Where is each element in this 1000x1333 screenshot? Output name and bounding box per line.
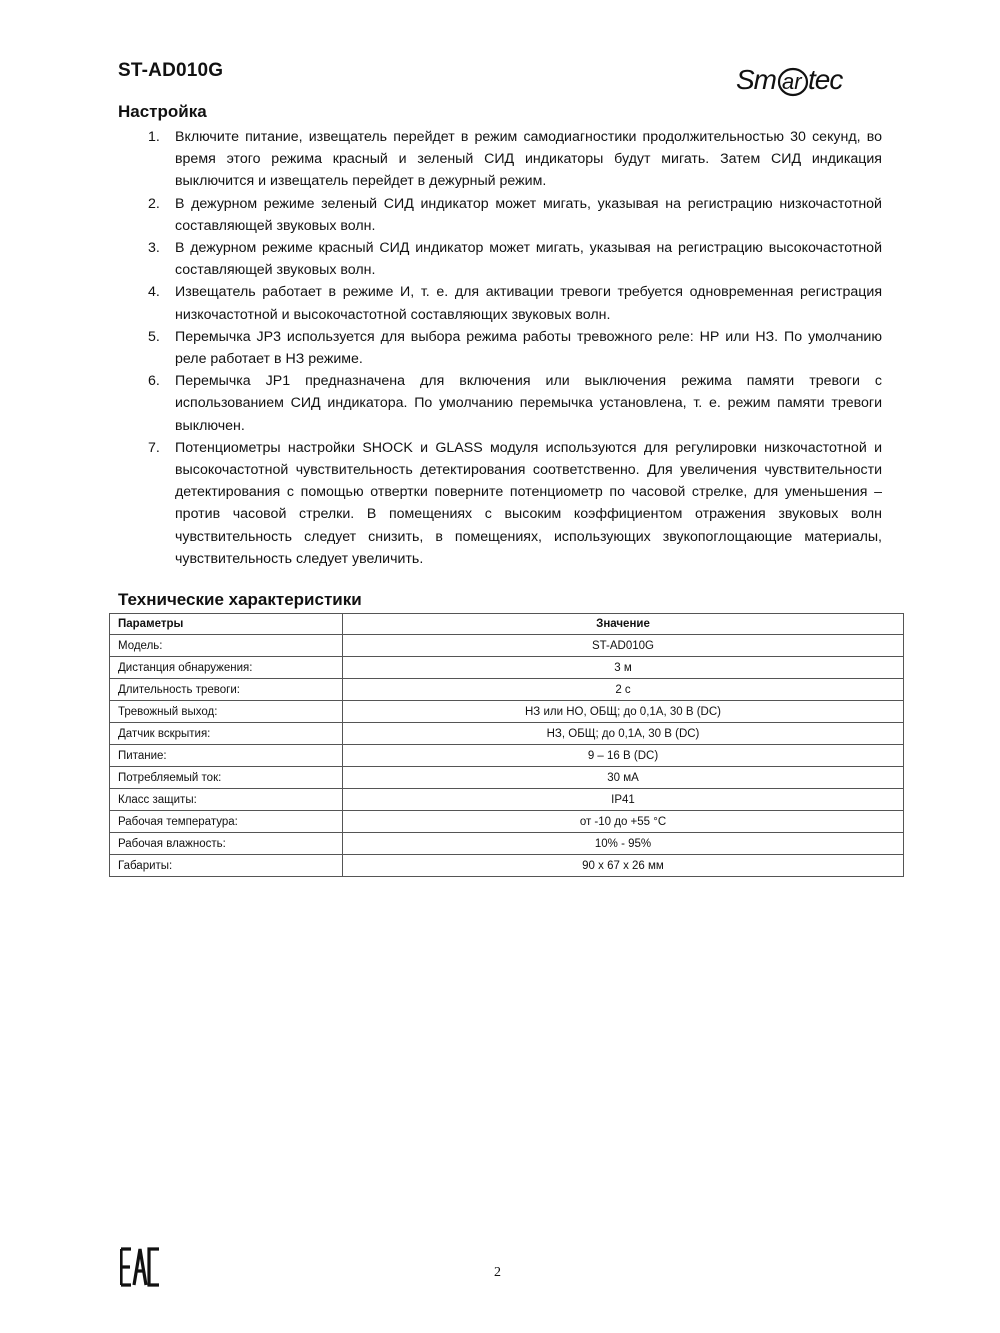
value-cell: 30 мА xyxy=(343,767,904,789)
param-cell: Класс защиты: xyxy=(110,789,343,811)
table-row xyxy=(110,833,904,855)
settings-step xyxy=(118,237,882,281)
settings-step xyxy=(118,437,882,570)
step-number: 4. xyxy=(148,284,160,301)
table-row xyxy=(110,679,904,701)
param-cell: Длительность тревоги: xyxy=(110,679,343,701)
step-text: Включите питание, извещатель перейдет в режим самодиагностики продолжительностью 30 секунд, во время этого режима красный и зеленый СИД индикаторы будут мигать. Затем СИД индикация выключится и извещатель перейдет в дежурный режим. xyxy=(175,129,882,190)
step-number: 7. xyxy=(148,439,160,456)
page-number: 2 xyxy=(494,1265,501,1280)
step-number: 5. xyxy=(148,328,160,345)
step-text: Перемычка JP1 предназначена для включения или выключения режима памяти тревоги с использованием СИД индикатора. По умолчанию перемычка установлена, т. е. режим памяти тревоги выключен. xyxy=(175,373,882,434)
value-cell: от -10 до +55 °C xyxy=(343,811,904,833)
step-number: 6. xyxy=(148,373,160,390)
specs-section-title: Технические характеристики xyxy=(118,590,362,609)
table-row xyxy=(110,635,904,657)
document-model-title: ST-AD010G xyxy=(118,60,224,81)
settings-step xyxy=(118,281,882,325)
param-cell: Тревожный выход: xyxy=(110,701,343,723)
step-text: Перемычка JP3 используется для выбора режима работы тревожного реле: НР или НЗ. По умолчанию реле работает в НЗ режиме. xyxy=(175,328,882,368)
smartec-logo xyxy=(736,60,862,100)
column-header-param: Параметры xyxy=(110,614,343,635)
settings-step xyxy=(118,326,882,370)
step-text: В дежурном режиме красный СИД индикатор может мигать, указывая на регистрацию высокочастотной составляющей звуковых волн. xyxy=(175,240,882,279)
param-cell: Датчик вскрытия: xyxy=(110,723,343,745)
settings-step xyxy=(118,193,882,237)
param-cell: Габариты: xyxy=(110,855,343,877)
step-text: Извещатель работает в режиме И, т. е. для активации тревоги требуется одновременная регистрация низкочастотной и высокочастотной составляющих звуковых волн. xyxy=(175,284,882,323)
param-cell: Питание: xyxy=(110,745,343,767)
value-cell: IP41 xyxy=(343,789,904,811)
step-text: Потенциометры настройки SHOCK и GLASS модуля используются для регулировки низкочастотной и высокочастотной чувствительность детектирования соответственно. Для увеличения чувствительности детектирования с помощью отвертки поверните потенциометр по часовой стрелке, для уменьшения – против часовой стрелки. В помещениях с высоким коэффициентом отражения звуковых волн чувствительность следует снизить, в помещениях, использующих звукопоглощающие материалы, чувствительность следует увеличить. xyxy=(175,439,882,567)
param-cell: Рабочая температура: xyxy=(110,811,343,833)
table-row xyxy=(110,855,904,877)
settings-step xyxy=(118,370,882,437)
value-cell: ST-AD010G xyxy=(343,635,904,657)
table-header-row xyxy=(110,614,904,635)
param-cell: Рабочая влажность: xyxy=(110,833,343,855)
settings-steps-list xyxy=(118,126,882,570)
value-cell: 90 х 67 х 26 мм xyxy=(343,855,904,877)
column-header-value: Значение xyxy=(343,614,904,635)
table-row xyxy=(110,745,904,767)
value-cell: НЗ или НО, ОБЩ; до 0,1А, 30 В (DC) xyxy=(343,701,904,723)
table-row xyxy=(110,789,904,811)
settings-section-title: Настройка xyxy=(118,102,207,121)
svg-text:Sm: Sm xyxy=(736,64,776,95)
table-row xyxy=(110,811,904,833)
step-number: 2. xyxy=(148,195,160,212)
table-row xyxy=(110,767,904,789)
table-row xyxy=(110,723,904,745)
step-number: 3. xyxy=(148,240,160,257)
settings-step xyxy=(118,126,882,193)
value-cell: 2 с xyxy=(343,679,904,701)
value-cell: 3 м xyxy=(343,657,904,679)
svg-text:ar: ar xyxy=(782,69,802,94)
param-cell: Модель: xyxy=(110,635,343,657)
svg-text:tec: tec xyxy=(808,64,843,95)
eac-certification-mark xyxy=(120,1247,160,1287)
step-text: В дежурном режиме зеленый СИД индикатор может мигать, указывая на регистрацию низкочастотной составляющей звуковых волн. xyxy=(175,195,882,234)
value-cell: 10% - 95% xyxy=(343,833,904,855)
step-number: 1. xyxy=(148,129,160,145)
param-cell: Потребляемый ток: xyxy=(110,767,343,789)
table-row xyxy=(110,701,904,723)
value-cell: 9 – 16 В (DC) xyxy=(343,745,904,767)
specs-table xyxy=(109,613,904,877)
table-row xyxy=(110,657,904,679)
param-cell: Дистанция обнаружения: xyxy=(110,657,343,679)
value-cell: НЗ, ОБЩ; до 0,1А, 30 В (DC) xyxy=(343,723,904,745)
